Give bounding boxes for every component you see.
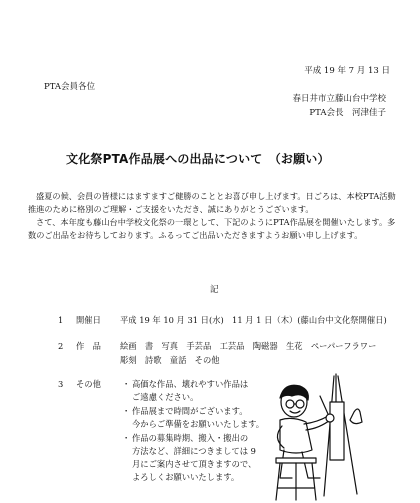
bullet-icon: ・ [122,379,131,389]
item-number: 3 [58,379,64,389]
ki-heading: 記 [210,285,219,295]
item-label: 開催日 [76,315,101,325]
request-paragraph: さて、本年度も藤山台中学校文化祭の一環として、下記のようにPTA作品展を開催いたします。多数のご出品をお待ちしております。ふるってご出品いただきますようお願い申し上げます。 [28,217,396,240]
document-date: 平成 19 年 7 月 13 日 [304,66,390,76]
sender-name: PTA会長 河津佳子 [309,108,386,118]
note-line: 高価な作品、壊れやすい作品は [132,379,249,389]
item-value: 平成 19 年 10 月 31 日(水) 11 月 1 日（木）(藤山台中文化祭開催日) [120,315,387,325]
item-label: その他 [76,379,101,389]
item-number: 2 [58,341,64,351]
note-line: ご遠慮ください。 [132,392,199,402]
note-line: 作品展まで時間がございます。 [132,406,248,416]
school-name: 春日井市立藤山台中学校 [292,94,386,104]
bullet-icon: ・ [122,406,131,416]
addressee: PTA会員各位 [44,82,96,92]
note-line: 今からご準備をお願いいたします。 [132,419,265,429]
item-label: 作 品 [76,341,101,351]
item-value: 絵画 書 写真 手芸品 工芸品 陶磁器 生花 ペーパーフラワー [120,341,377,351]
note-line: 作品の募集時期、搬入・搬出の [132,433,249,443]
person-painting-on-easel-illustration [262,366,372,503]
greeting-paragraph: 盛夏の候、会員の皆様にはますますご健勝のこととお喜び申し上げます。日ごろは、本校PTA活動推進のために格別のご理解・ご支援をいただき、誠にありがとうございます。 [28,191,396,214]
document-title: 文化祭PTA作品展への出品について （お願い） [66,152,330,166]
bullet-icon: ・ [122,433,131,443]
note-line: よろしくお願いいたします。 [132,472,240,482]
item-number: 1 [58,315,64,325]
item-value: 彫刻 詩歌 童話 その他 [120,355,220,365]
note-line: 方法など、詳細につきましては 9 [132,446,256,456]
note-line: 月にご案内させて頂きますので、 [132,459,257,469]
